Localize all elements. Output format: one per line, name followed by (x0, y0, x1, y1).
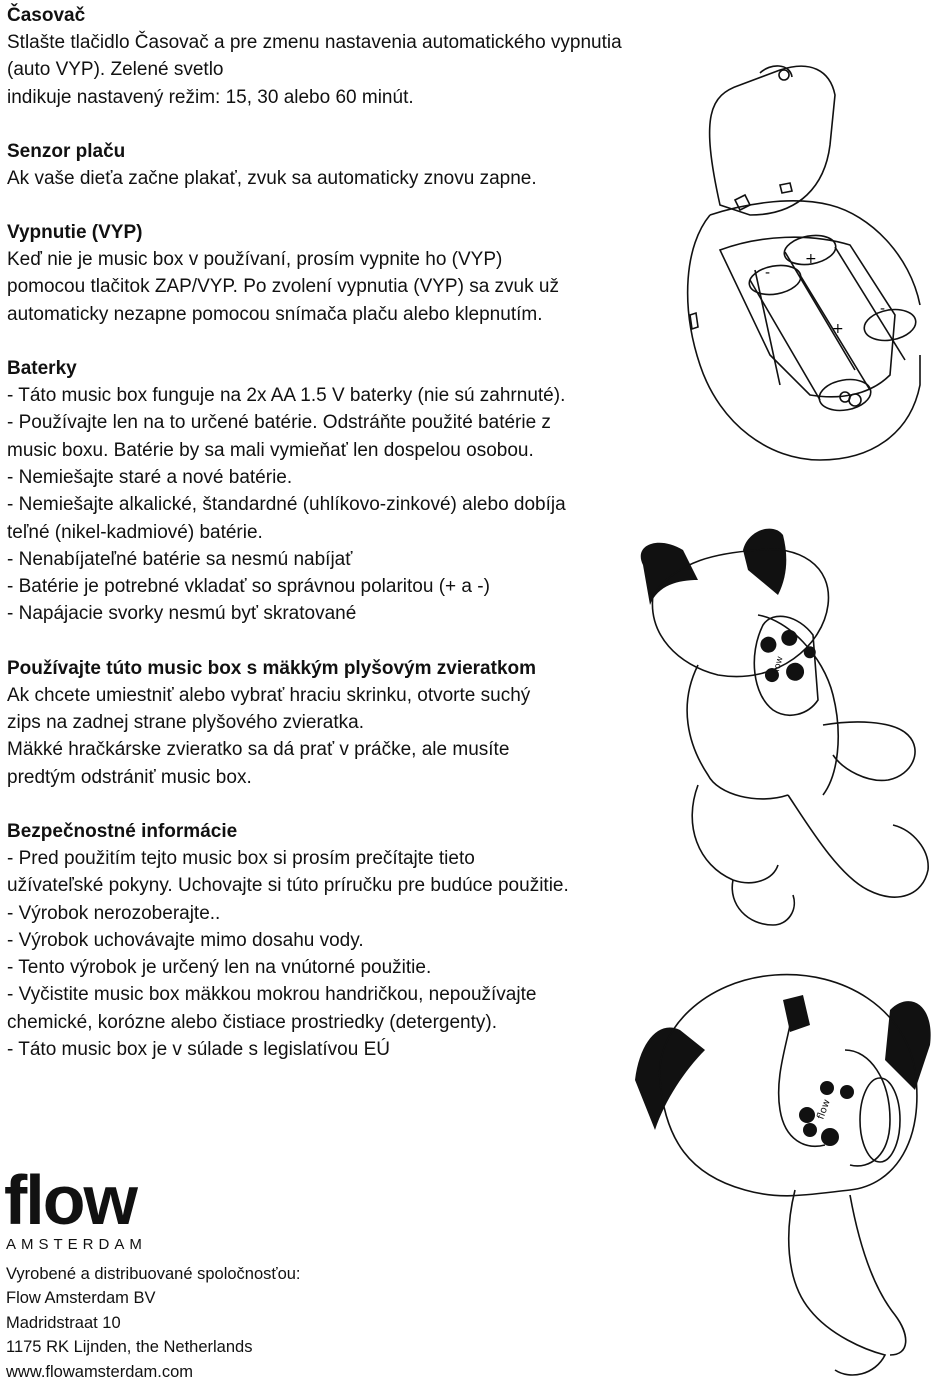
section-title: Vypnutie (VYP) (7, 222, 143, 244)
address-line: Madridstraat 10 (6, 1313, 121, 1332)
plus-marker: + (805, 251, 817, 267)
address-line: 1175 RK Lijnden, the Netherlands (6, 1338, 253, 1357)
section-body: Ak vaše dieťa začne plakať, zvuk sa automaticky znovu zapne. (7, 167, 537, 189)
section-body: - Pred použitím tejto music box si prosím prečítajte tieto užívateľské pokyny. Uchovajte si túto príručku pre budúce použitie. - Výrobok nerozoberajte.. - Výrobok uchovávajte mimo dosahu vody. - Tento výrobok je určený len na vnútorné použitie. - Vyčistite music box mäkkou mokrou handričkou, nepoužívajte chemické, korózne alebo čistiace prostriedky (detergenty). - Táto music box je v súlade s legislatívou EÚ (7, 847, 569, 1061)
address-line: Vyrobené a distribuované spoločnosťou: (6, 1265, 301, 1283)
minus-marker: - (765, 265, 771, 281)
manual-text (7, 2, 647, 1090)
device-logo: flow (815, 1097, 833, 1122)
section-body: Keď nie je music box v používaní, prosím vypnite ho (VYP) pomocou tlačitok ZAP/VYP. Po zvolení vypnutia (VYP) sa zvuk už automaticky nezapne pomocou snímača plaču alebo klepnutím. (7, 249, 559, 325)
section-off (7, 219, 647, 328)
company-address (6, 1262, 301, 1384)
minus-marker: - (880, 301, 886, 317)
section-safety (7, 818, 647, 1063)
section-title: Bezpečnostné informácie (7, 820, 238, 842)
section-title: Baterky (7, 358, 77, 380)
section-body: Stlašte tlačidlo Časovač a pre zmenu nastavenia automatického vypnutia (auto VYP). Zelené svetlo indikuje nastavený režim: 15, 30 alebo 60 minút. (7, 32, 622, 108)
website-link[interactable]: www.flowamsterdam.com (6, 1362, 194, 1381)
address-line: Flow Amsterdam BV (6, 1289, 156, 1308)
section-title: Senzor plaču (7, 140, 126, 162)
section-body: Ak chcete umiestniť alebo vybrať hraciu skrinku, otvorte suchý zips na zadnej strane plyšového zvieratka. Mäkké hračkárske zvieratko sa dá prať v práčke, ale musíte predtým odstrániť music box. (7, 684, 531, 788)
section-body: - Táto music box funguje na 2x AA 1.5 V baterky (nie sú zahrnuté). - Používajte len na to určené batérie. Odstráňte použité batérie z music boxu. Batérie by sa mali vymieňať len dospelou osobou. - Nemiešajte staré a nové batérie. - Nemiešajte alkalické, štandardné (uhlíkovo-zinkové) alebo dobíja teľné (nikel-kadmiové) batérie. - Nenabíjateľné batérie sa nesmú nabíjať - Batérie je potrebné vkladať so správnou polaritou (+ a -) - Napájacie svorky nesmú byť skratované (7, 385, 566, 625)
plush-cat-illustration (638, 525, 938, 945)
section-timer (7, 2, 647, 111)
battery-compartment-illustration (680, 55, 925, 470)
plus-marker: + (832, 321, 844, 337)
section-title: Časovač (7, 5, 86, 26)
section-cry-sensor (7, 138, 647, 192)
device-logo: flow (771, 655, 786, 676)
brand-subtitle: AMSTERDAM (6, 1236, 147, 1253)
brand-logo: flow (4, 1161, 136, 1239)
section-title: Používajte túto music box s mäkkým plyšovým zvieratkom (7, 657, 537, 679)
section-batteries (7, 355, 647, 628)
plush-back-illustration (635, 970, 935, 1385)
section-plush (7, 655, 647, 791)
